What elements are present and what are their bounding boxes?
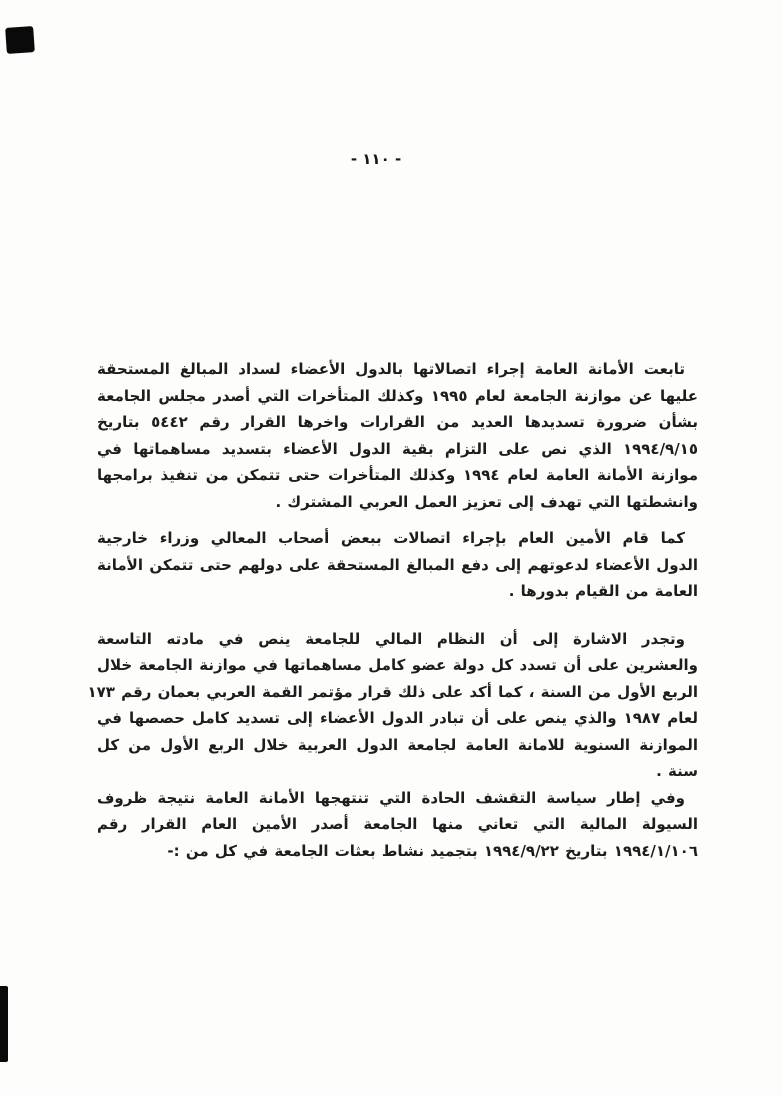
scan-artifact-corner-mark <box>5 26 35 54</box>
text-line: وانشطتها التي تهدف إلى تعزيز العمل العربي المشترك . <box>275 492 698 511</box>
document-body <box>87 356 699 864</box>
scan-artifact-edge-bar <box>0 986 8 1062</box>
text-line: كما قام الأمين العام بإجراء اتصالات ببعض أصحاب المعالي وزراء خارجية <box>97 529 685 547</box>
paragraph-p4 <box>97 785 698 865</box>
text-line: عليها عن موازنة الجامعة لعام ١٩٩٥ وكذلك المتأخرات التي أصدر مجلس الجامعة <box>97 386 698 405</box>
text-line: الدول الأعضاء لدعوتهم إلى دفع المبالغ المستحقة على دولهم حتى تتمكن الأمانة <box>97 555 698 574</box>
text-line: ١٩٩٤/١/١٠٦ بتاريخ ١٩٩٤/٩/٢٢ بتجميد نشاط بعثات الجامعة في كل من :- <box>167 841 698 860</box>
page-number: - ١١٠ - <box>350 150 402 168</box>
text-line: سنة . <box>656 762 698 780</box>
text-line: وتجدر الاشارة إلى أن النظام المالي للجامعة ينص في مادته التاسعة <box>97 629 685 648</box>
text-line: ١٩٩٤/٩/١٥ الذي نص على التزام بقية الدول الأعضاء بتسديد مساهماتها في <box>97 439 698 458</box>
text-line: السيولة المالية التي تعاني منها الجامعة أصدر الأمين العام القرار رقم <box>97 815 698 833</box>
text-line: الموازنة السنوية للامانة العامة لجامعة الدول العربية خلال الربع الأول من كل <box>97 735 698 754</box>
paragraph-p1 <box>97 356 698 515</box>
text-line: موازنة الأمانة العامة لعام ١٩٩٤ وكذلك المتأخرات حتى تتمكن من تنفيذ برامجها <box>97 466 698 484</box>
text-line: العامة من القيام بدورها . <box>508 582 698 600</box>
paragraph-p3 <box>87 626 699 785</box>
text-line: الربع الأول من السنة ، كما أكد على ذلك قرار مؤتمر القمة العربي بعمان رقم ١٧٣ <box>87 682 698 701</box>
text-line: والعشرين على أن تسدد كل دولة عضو كامل مساهماتها في موازنة الجامعة خلال <box>97 656 698 674</box>
text-line: لعام ١٩٨٧ والذي ينص على أن تبادر الدول الأعضاء إلى تسديد كامل حصصها في <box>97 709 699 727</box>
paragraph-p2 <box>97 525 698 605</box>
text-line: وفي إطار سياسة التقشف الحادة التي تنتهجها الأمانة العامة نتيجة ظروف <box>97 788 685 807</box>
text-line: تابعت الأمانة العامة إجراء اتصالاتها بالدول الأعضاء لسداد المبالغ المستحقة <box>97 360 685 378</box>
text-line: بشأن ضرورة تسديدها العديد من القرارات واخرها القرار رقم ٥٤٤٢ بتاريخ <box>97 413 698 431</box>
